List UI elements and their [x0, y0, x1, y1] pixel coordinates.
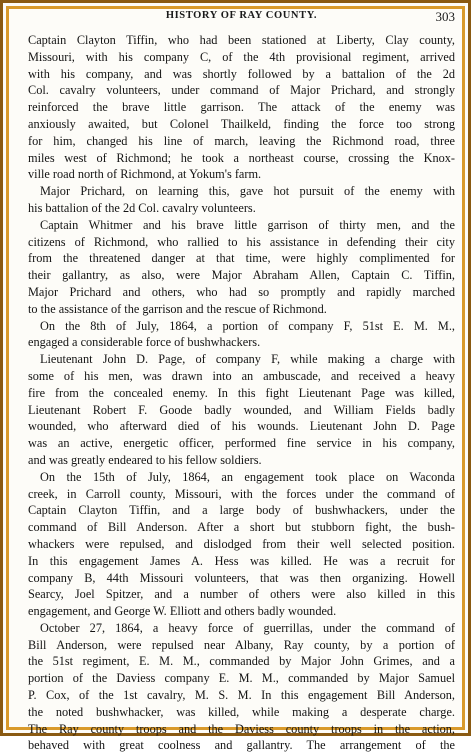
body-text [28, 32, 455, 754]
text-line: October 27, 1864, a heavy force of guerrillas, under the command of [40, 620, 455, 635]
text-line: engagement, and George W. Elliott and others badly wounded. [28, 604, 337, 619]
text-line: command of Bill Anderson. After a short but stubborn fight, the bush- [28, 520, 455, 535]
running-title: HISTORY OF RAY COUNTY. [165, 10, 318, 21]
text-line: citizens of Richmond, who rallied to his assistance in defending their city [28, 234, 455, 249]
text-line: Major Prichard, on learning this, gave hot pursuit of the enemy with [40, 184, 455, 199]
text-line: In this engagement James A. Hess was killed. He was a recruit for [28, 553, 455, 568]
text-line: miles west of Richmond; he took a northeast course, crossing the Knox- [28, 150, 455, 165]
text-line: some of his men, was drawn into an ambuscade, and received a heavy [28, 368, 455, 383]
text-line: their gallantry, as also, were Major Abraham Allen, Captain C. Tiffin, [28, 268, 455, 283]
page-number: 303 [435, 9, 455, 24]
text-line: with his company, and was shortly followed by a battalion of the 2d [28, 66, 455, 81]
text-line: Major Prichard and others, who had so promptly and rapidly marched [28, 284, 455, 299]
text-line: anxiously awaited, but Colonel Thailkeld, finding the force too strong [28, 116, 455, 131]
text-line: Lieutenant John D. Page, of company F, while making a charge with [40, 352, 455, 367]
text-line: engaged a considerable force of bushwhackers. [28, 335, 261, 350]
text-line: fire from the concealed enemy. In this fight Lieutenant Page was killed, [28, 385, 455, 400]
text-line: Lieutenant Robert F. Goode badly wounded, and William Fields badly [28, 402, 455, 417]
text-line: Searcy, Joel Spitzer, and a number of others were also killed in this [28, 587, 455, 602]
text-line: P. Cox, of the 1st cavalry, M. S. M. In this engagement Bill Anderson, [28, 688, 455, 703]
text-line: Captain Clayton Tiffin, and a large body of bushwhackers, under the [28, 503, 455, 518]
text-line: Col. cavalry volunteers, under command of Major Prichard, and strongly [28, 83, 455, 98]
text-line: reinforced the brave little garrison. The attack of the enemy was [28, 100, 455, 115]
text-line: and was greatly endeared to his fellow soldiers. [28, 452, 262, 467]
text-line: creek, in Carroll county, Missouri, with the forces under the command of [28, 486, 455, 501]
text-line: company B, 44th Missouri volunteers, that was then organizing. Howell [28, 570, 455, 585]
text-line: his battalion of the 2d Col. cavalry volunteers. [28, 200, 256, 215]
text-line: to the assistance of the garrison and the rescue of Richmond. [28, 301, 327, 316]
text-line: ville road north of Richmond, at Yokum's farm. [28, 167, 262, 182]
running-header [28, 10, 455, 28]
text-line: Bill Anderson, were repulsed near Albany, Ray county, by a portion of [28, 637, 455, 652]
text-line: behaved with great coolness and gallantry. The arrangement of the [28, 738, 455, 753]
text-line: On the 15th of July, 1864, an engagement took place on Waconda [40, 469, 455, 484]
text-line: was an active, energetic officer, performed fine service in his company, [28, 436, 455, 451]
text-line: Missouri, with his company C, of the 4th provisional regiment, arrived [28, 49, 455, 64]
text-line: The Ray county troops and the Daviess county troops in the action, [28, 721, 455, 736]
text-line: the noted bushwhacker, was killed, while making a desperate charge. [28, 704, 455, 719]
text-line: from the threatened danger at that time, were highly complimented for [28, 251, 455, 266]
text-line: Captain Whitmer and his brave little garrison of thirty men, and the [40, 217, 455, 232]
text-line: wounded, who afterward died of his wounds. Lieutenant John D. Page [28, 419, 455, 434]
text-line: Captain Clayton Tiffin, who had been stationed at Liberty, Clay county, [28, 33, 455, 47]
text-line: whackers were repulsed, and dislodged from their well selected position. [28, 536, 455, 551]
text-line: the 51st regiment, E. M. M., commanded by Major John Grimes, and a [28, 654, 455, 669]
text-line: portion of the Daviess company E. M. M., commanded by Major Samuel [28, 671, 455, 686]
text-line: On the 8th of July, 1864, a portion of company F, 51st E. M. M., [40, 318, 455, 333]
text-line: for him, changed his line of march, leaving the Richmond road, three [28, 133, 455, 148]
